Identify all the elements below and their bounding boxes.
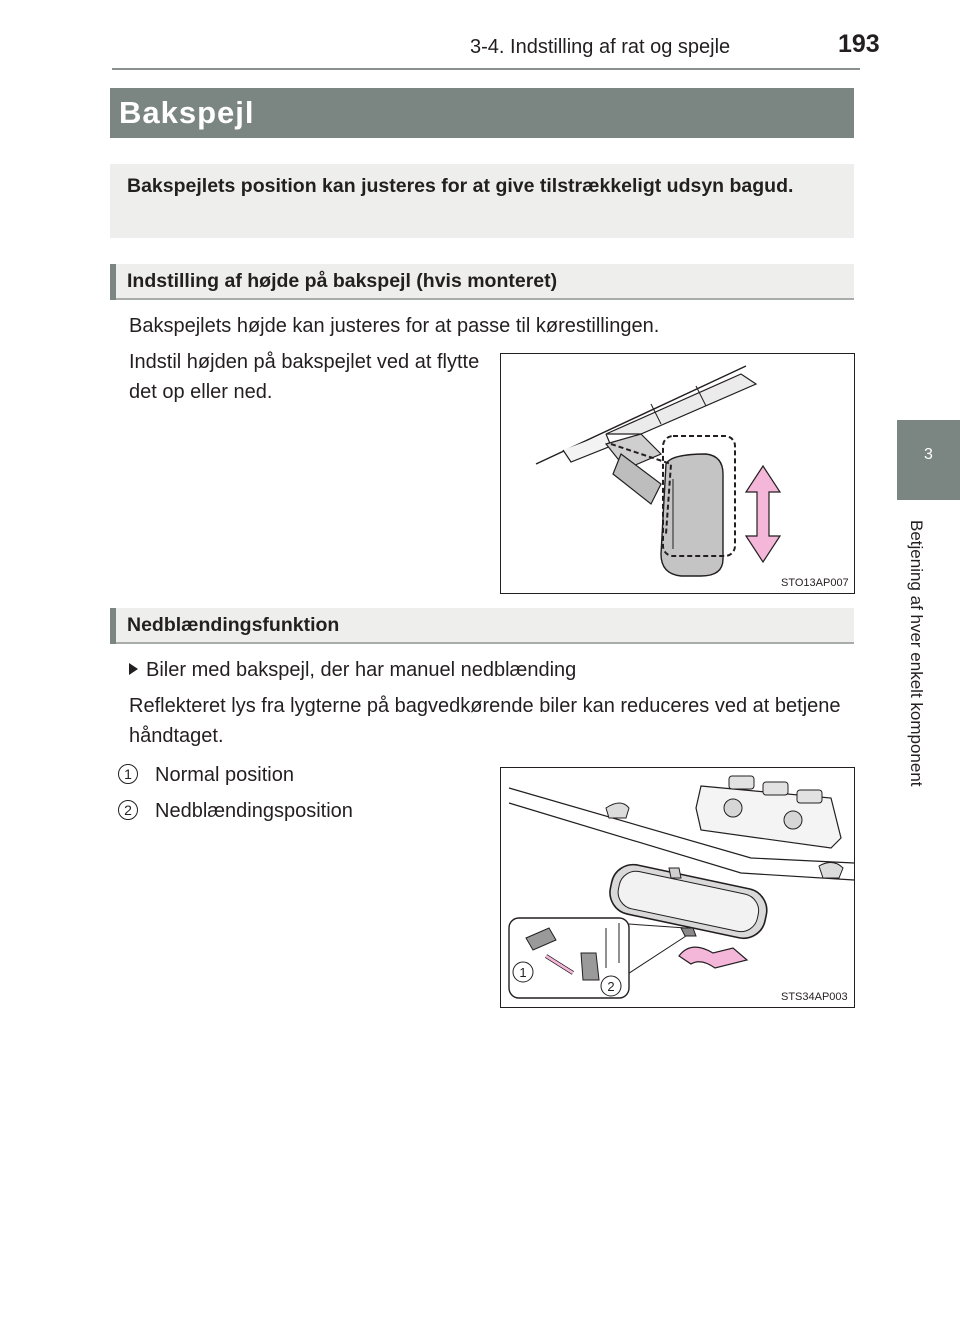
- page-title: Bakspejl: [119, 95, 255, 130]
- height-instruction: Indstil højden på bakspejlet ved at flytte det op eller ned.: [129, 351, 480, 403]
- bullet-arrow-icon: [129, 663, 138, 675]
- tilt-arrow-icon: [679, 947, 747, 968]
- inset-label-1: 1: [519, 965, 527, 980]
- bullet-item: [129, 655, 849, 685]
- item-number-1: 1: [118, 764, 138, 784]
- chapter-title-text: Betjening af hver enkelt komponent: [907, 520, 926, 787]
- height-arrow-icon: [746, 466, 780, 562]
- height-paragraph: Bakspejlets højde kan justeres for at passe til kørestillingen.: [129, 315, 660, 337]
- bullet-text: Biler med bakspejl, der har manuel nedblænding: [146, 659, 577, 681]
- intro-box: [110, 164, 854, 238]
- item-number-2: 2: [118, 800, 138, 820]
- figure-code-2: STS34AP003: [781, 991, 848, 1003]
- item-label-2: Nedblændingsposition: [155, 800, 353, 822]
- section-heading-dimming: [110, 608, 854, 644]
- section-heading-dimming-text: Nedblændingsfunktion: [127, 614, 340, 636]
- chapter-title: [900, 520, 940, 920]
- inset-label-2: 2: [607, 979, 615, 994]
- figure-mirror-height: [500, 353, 855, 594]
- page-number: 193: [838, 30, 880, 58]
- figure-mirror-dimming: [500, 767, 855, 1008]
- figure-code-1: STO13AP007: [781, 577, 849, 589]
- header-section-title: 3-4. Indstilling af rat og spejle: [470, 36, 731, 58]
- dimming-paragraph: Reflekteret lys fra lygterne på bagvedkørende biler kan reduceres ved at betjene håndtaget.: [129, 695, 841, 747]
- chapter-tab: 3: [897, 420, 960, 500]
- item-label-1: Normal position: [155, 764, 294, 786]
- section-heading-height-text: Indstilling af højde på bakspejl (hvis monteret): [127, 270, 558, 292]
- page-title-bar: [110, 88, 854, 138]
- header-rule: [112, 68, 860, 70]
- section-heading-height: [110, 264, 854, 300]
- intro-text: Bakspejlets position kan justeres for at give tilstrækkeligt udsyn bagud.: [127, 175, 794, 197]
